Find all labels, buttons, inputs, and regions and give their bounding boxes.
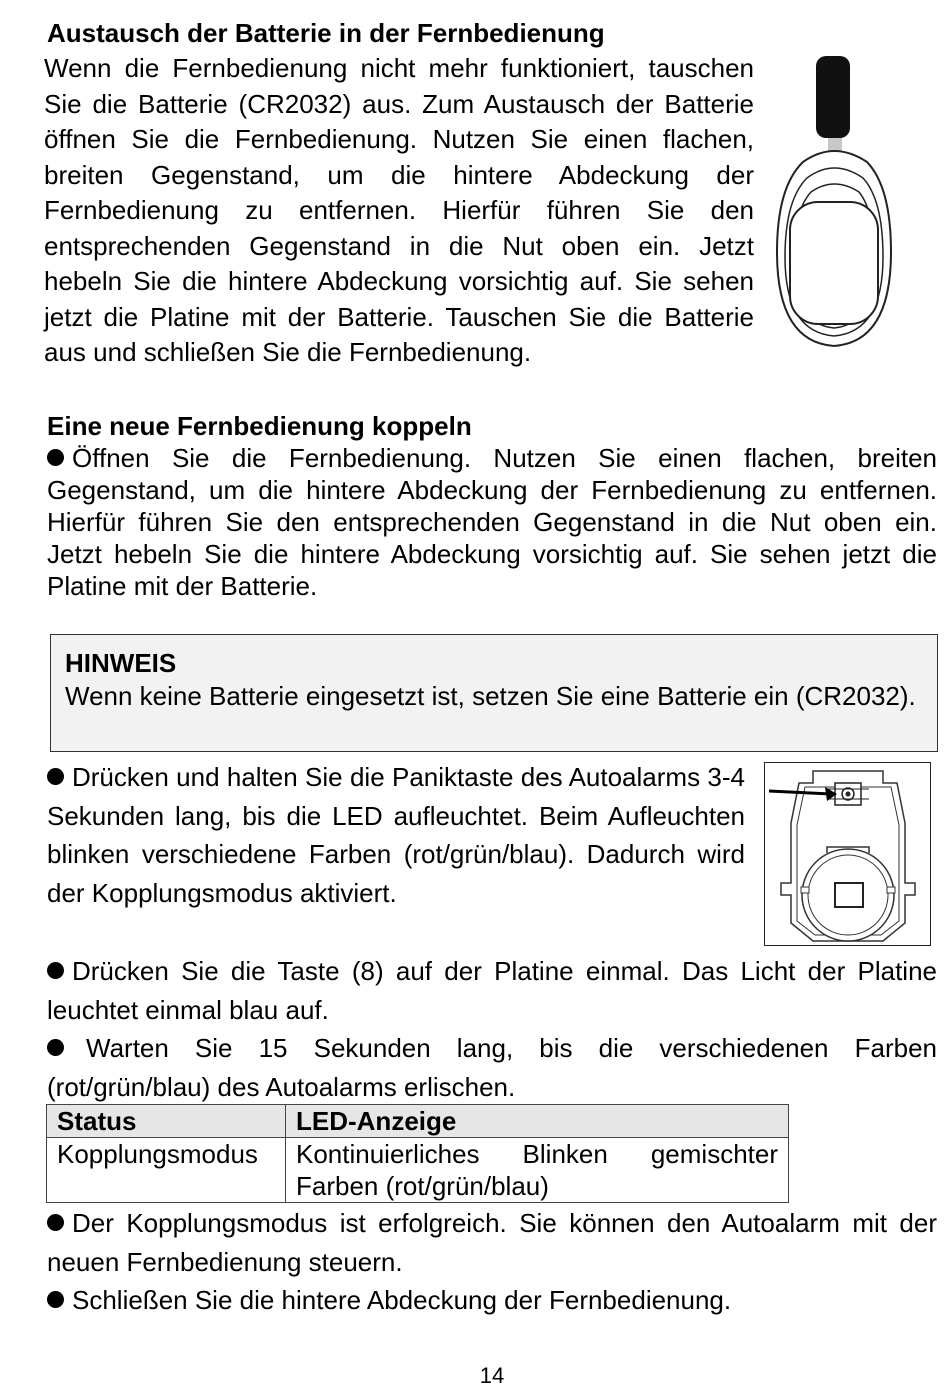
bullet-pairing-success: Der Kopplungsmodus ist erfolgreich. Sie können den Autoalarm mit der neuen Fernbedienung steuern. [47,1208,937,1277]
section-title-battery: Austausch der Batterie in der Fernbedienung [47,18,605,48]
bullet-dot-icon [47,1291,64,1308]
bullet-open-remote: Öffnen Sie die Fernbedienung. Nutzen Sie einen flachen, breiten Gegenstand, um die hintere Abdeckung der Fernbedienung zu entfernen. Hierfür führen Sie den entsprechenden Gegenstand in die Nut oben ein. Jetzt hebeln Sie die hintere Abdeckung vorsichtig auf. Sie sehen jetzt die Platine mit der Batterie. [47,443,937,601]
note-box [50,634,938,752]
bullet-dot-icon [47,1039,64,1056]
battery-replacement-text: Wenn die Fernbedienung nicht mehr funktioniert, tauschen Sie die Batterie (CR2032) aus. Zum Austausch der Batterie öffnen Sie die Fernbedienung. Nutzen Sie einen flachen, breiten Gegenstand, um die hintere Abdeckung der Fernbedienung zu entfernen. Hierfür führen Sie den entsprechenden Gegenstand in die Nut oben ein. Jetzt hebeln Sie die hintere Abdeckung vorsichtig auf. Sie sehen jetzt die Platine mit der Batterie. Tauschen Sie die Batterie aus und schließen Sie die Fernbedienung. [44,53,754,367]
section-title-pairing: Eine neue Fernbedienung koppeln [47,411,472,441]
bullet-wait-15-seconds: Warten Sie 15 Sekunden lang, bis die verschiedenen Farben (rot/grün/blau) des Autoalarms erlischen. [47,1033,937,1102]
table-cell-status: Kopplungsmodus [47,1138,286,1203]
circuit-board-illustration [764,762,931,946]
table-header-status: Status [47,1105,286,1138]
led-status-table [46,1104,789,1203]
bullet-dot-icon [47,1214,64,1231]
bullet-press-panic: Drücken und halten Sie die Paniktaste des Autoalarms 3-4 Sekunden lang, bis die LED aufleuchtet. Beim Aufleuchten blinken verschiedene Farben (rot/grün/blau). Dadurch wird der Kopplungsmodus aktiviert. [47,762,745,908]
note-title: HINWEIS [65,648,177,678]
page-number: 14 [479,1363,505,1388]
bullet-dot-icon [47,449,64,466]
table-header-led: LED-Anzeige [286,1105,789,1138]
table-header-row [47,1105,789,1138]
bullet-close-cover: Schließen Sie die hintere Abdeckung der Fernbedienung. [47,1281,937,1320]
table-row [47,1138,789,1203]
table-cell-led: Kontinuierliches Blinken gemischter Farben (rot/grün/blau) [286,1138,789,1203]
bullet-press-button-8: Drücken Sie die Taste (8) auf der Platine einmal. Das Licht der Platine leuchtet einmal blau auf. [47,956,937,1025]
bullet-dot-icon [47,962,64,979]
remote-control-illustration [773,52,895,354]
bullet-dot-icon [47,768,64,785]
note-text: Wenn keine Batterie eingesetzt ist, setzen Sie eine Batterie ein (CR2032). [65,681,916,711]
